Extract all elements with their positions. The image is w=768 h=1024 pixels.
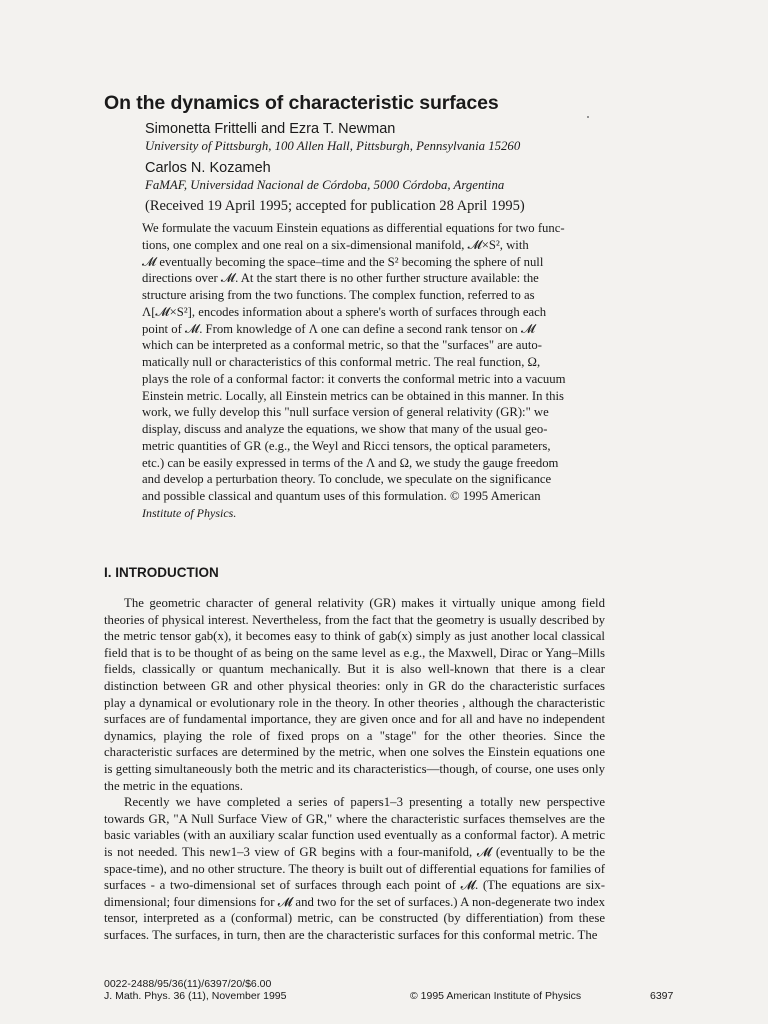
footer-code: 0022-2488/95/36(11)/6397/20/$6.00	[104, 978, 272, 990]
abstract-line: etc.) can be easily expressed in terms of the Λ and Ω, we study the gauge freedom	[142, 455, 559, 470]
abstract-line: work, we fully develop this "null surface version of general relativity (GR):" we	[142, 405, 549, 420]
body-text	[104, 595, 605, 943]
affiliation-2: FaMAF, Universidad Nacional de Córdoba, 5000 Córdoba, Argentina	[145, 178, 505, 192]
abstract-line: matically null or characteristics of this conformal metric. The real function, Ω,	[142, 355, 541, 369]
abstract-line: point of 𝓜. From knowledge of Λ one can define a second rank tensor on 𝓜	[142, 321, 536, 336]
affiliation-1: University of Pittsburgh, 100 Allen Hall, Pittsburgh, Pennsylvania 15260	[145, 139, 521, 153]
abstract-line: directions over 𝓜. At the start there is no other further structure available: the	[142, 271, 539, 286]
abstract-line: and possible classical and quantum uses of this formulation. © 1995 American	[142, 489, 541, 503]
author-names-2: Carlos N. Kozameh	[145, 160, 271, 176]
footer-citation	[104, 978, 286, 1002]
abstract-line: plays the role of a conformal factor: it converts the conformal metric into a vacuum	[142, 371, 566, 386]
abstract-line: display, discuss and analyze the equations, we show that many of the usual geo-	[142, 422, 548, 436]
abstract-line: structure arising from the two functions. The complex function, referred to as	[142, 288, 535, 302]
footer-copyright: © 1995 American Institute of Physics	[410, 990, 582, 1002]
received-dates: (Received 19 April 1995; accepted for publication 28 April 1995)	[145, 198, 525, 214]
abstract-line: 𝓜 eventually becoming the space–time and the S² becoming the sphere of null	[142, 254, 544, 269]
paper-title: On the dynamics of characteristic surfaces	[104, 92, 499, 114]
page-number: 6397	[650, 990, 674, 1002]
abstract-line: metric quantities of GR (e.g., the Weyl and Ricci tensors, the optical parameters,	[142, 438, 551, 453]
abstract-line: which can be interpreted as a conformal metric, so that the "surfaces" are auto-	[142, 338, 542, 353]
section-heading: I. INTRODUCTION	[104, 565, 219, 580]
abstract	[142, 220, 606, 522]
abstract-line: Λ[𝓜×S²], encodes information about a sphere's worth of surfaces through each	[142, 304, 547, 319]
paragraph-2: Recently we have completed a series of papers1–3 presenting a totally new perspective towards GR, "A Null Surface View of GR," where the characteristic surfaces themselves are the basic variables (with an auxiliary scalar function used eventually as a conformal factor). A metric is not needed. This new1–3 view of GR begins with a four-manifold, 𝓜 (eventually to be the space-time), and no other structure. The theory is built out of differential equations for families of surfaces - a two-dimensional set of surfaces through each point of 𝓜. (The equations are six-dimensional; four dimensions for 𝓜 and two for the set of surfaces.) A non-degenerate two index tensor, interpreted as a (conformal) metric, can be constructed (by differentiation) from these surfaces. The surfaces, in turn, then are the characteristic surfaces for this conformal metric. The	[104, 795, 605, 942]
abstract-line: tions, one complex and one real on a six-dimensional manifold, 𝓜×S², with	[142, 237, 529, 252]
abstract-line: Einstein metric. Locally, all Einstein metrics can be obtained in this manner. In this	[142, 388, 564, 403]
abstract-line: Institute of Physics.	[142, 505, 237, 520]
author-names-1: Simonetta Frittelli and Ezra T. Newman	[145, 121, 396, 137]
scan-speck	[587, 116, 589, 118]
paragraph-1: The geometric character of general relativity (GR) makes it virtually unique among field theories of physical interest. Nevertheless, from the fact that the geometry is usually described by the metric tensor gab(x), it becomes easy to think of gab(x) simply as just another local classical field that is to be thought of as being on the same level as e.g., the Maxwell, Dirac or Yang–Mills fields, classically or quantum mechanically. But it is also well-known that there is a clear distinction between GR and other physical theories: only in GR do the characteristic surfaces play a dynamical or evolutionary role in the theory. In other theories , although the characteristic surfaces are of fundamental importance, they are given once and for all and have no independent dynamics, playing the role of fixed props on a "stage" for the other theories. Since the characteristic surfaces are determined by the metric, when one solves the Einstein equations one is getting simultaneously both the metric and its characteristics—though, of course, one uses only the metric in the equations.	[104, 596, 605, 793]
abstract-line: We formulate the vacuum Einstein equations as differential equations for two func-	[142, 221, 565, 235]
footer-journal: J. Math. Phys. 36 (11), November 1995	[104, 990, 287, 1002]
abstract-line: and develop a perturbation theory. To conclude, we speculate on the significance	[142, 472, 552, 487]
